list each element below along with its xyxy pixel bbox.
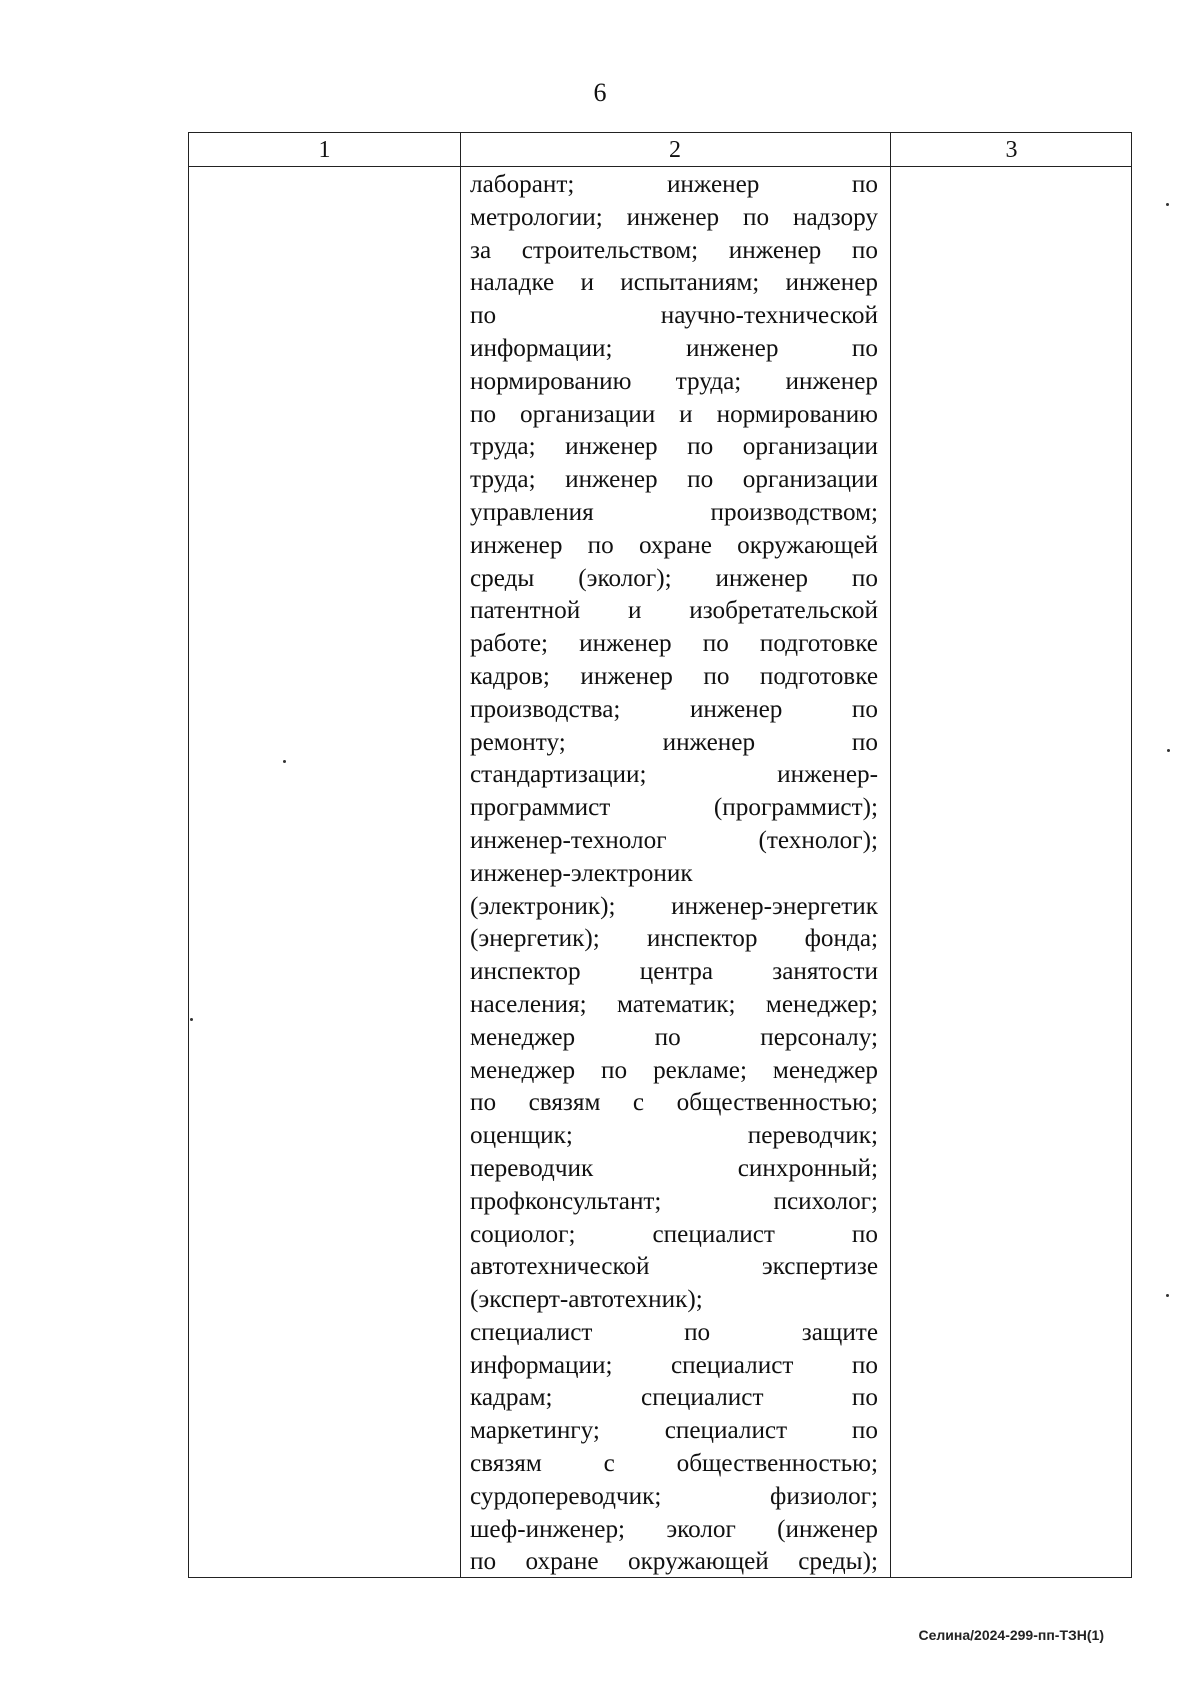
text-line: сурдопереводчик; физиолог; xyxy=(470,1482,878,1510)
text-line: по научно-технической xyxy=(470,302,878,330)
text-line: автотехнической экспертизе xyxy=(470,1253,878,1281)
text-line: населения; математик; менеджер; xyxy=(470,990,878,1018)
text-line: кадрам; специалист по xyxy=(470,1384,878,1412)
text-line: работе; инженер по подготовке xyxy=(470,630,878,658)
text-line: ремонту; инженер по xyxy=(470,728,878,756)
text-line: труда; инженер по организации xyxy=(470,466,878,494)
text-line: труда; инженер по организации xyxy=(470,433,878,461)
column-divider xyxy=(460,133,461,1577)
text-line: по охране окружающей среды); xyxy=(470,1548,878,1576)
scan-speck xyxy=(190,1018,193,1021)
text-line: переводчик синхронный; xyxy=(470,1154,878,1182)
text-line: лаборант; инженер по xyxy=(470,171,878,198)
text-line: маркетингу; специалист по xyxy=(470,1417,878,1445)
text-line: оценщик; переводчик; xyxy=(470,1122,878,1150)
text-line: метрологии; инженер по надзору xyxy=(470,203,878,231)
scan-speck xyxy=(1166,1294,1169,1297)
text-line: патентной и изобретательской xyxy=(470,597,878,625)
text-line: (эксперт-автотехник); xyxy=(470,1286,703,1314)
text-line: среды (эколог); инженер по xyxy=(470,564,878,592)
text-line: за строительством; инженер по xyxy=(470,236,878,264)
scan-speck xyxy=(1166,203,1169,206)
text-line: инженер по охране окружающей xyxy=(470,531,878,559)
professions-table xyxy=(188,132,1132,1578)
scan-speck xyxy=(1167,749,1170,752)
text-line: инженер-технолог (технолог); xyxy=(470,826,878,854)
text-line: стандартизации; инженер- xyxy=(470,761,878,789)
text-line: информации; специалист по xyxy=(470,1351,878,1379)
text-line: специалист по защите xyxy=(470,1318,878,1346)
header-cell-1: 1 xyxy=(318,137,331,163)
text-line: программист (программист); xyxy=(470,794,878,822)
text-line: социолог; специалист по xyxy=(470,1220,878,1248)
document-code: Селина/2024-299-пп-ТЗН(1) xyxy=(918,1627,1104,1643)
header-cell-2: 2 xyxy=(669,137,681,163)
text-line: информации; инженер по xyxy=(470,334,878,362)
text-line: по связям с общественностью; xyxy=(470,1089,878,1117)
column-divider xyxy=(890,133,891,1577)
table-header-row xyxy=(189,133,1131,167)
table-cell-col2 xyxy=(470,169,878,1579)
text-line: наладке и испытаниям; инженер xyxy=(470,269,878,297)
text-line: инженер-электроник xyxy=(470,859,693,887)
text-line: шеф-инженер; эколог (инженер xyxy=(470,1515,878,1543)
text-line: (энергетик); инспектор фонда; xyxy=(470,925,878,953)
text-line: производства; инженер по xyxy=(470,695,878,723)
text-line: менеджер по персоналу; xyxy=(470,1023,878,1051)
text-line: связям с общественностью; xyxy=(470,1450,878,1478)
scan-speck xyxy=(283,760,286,763)
text-line: по организации и нормированию xyxy=(470,400,878,428)
text-line: кадров; инженер по подготовке xyxy=(470,662,878,690)
text-line: управления производством; xyxy=(470,498,878,526)
text-line: менеджер по рекламе; менеджер xyxy=(470,1056,878,1084)
text-line: инспектор центра занятости xyxy=(470,958,878,986)
text-line: (электроник); инженер-энергетик xyxy=(470,892,878,920)
page-number: 6 xyxy=(593,78,607,107)
header-cell-3: 3 xyxy=(1005,137,1018,163)
text-line: профконсультант; психолог; xyxy=(470,1187,878,1215)
text-line: нормированию труда; инженер xyxy=(470,367,878,395)
